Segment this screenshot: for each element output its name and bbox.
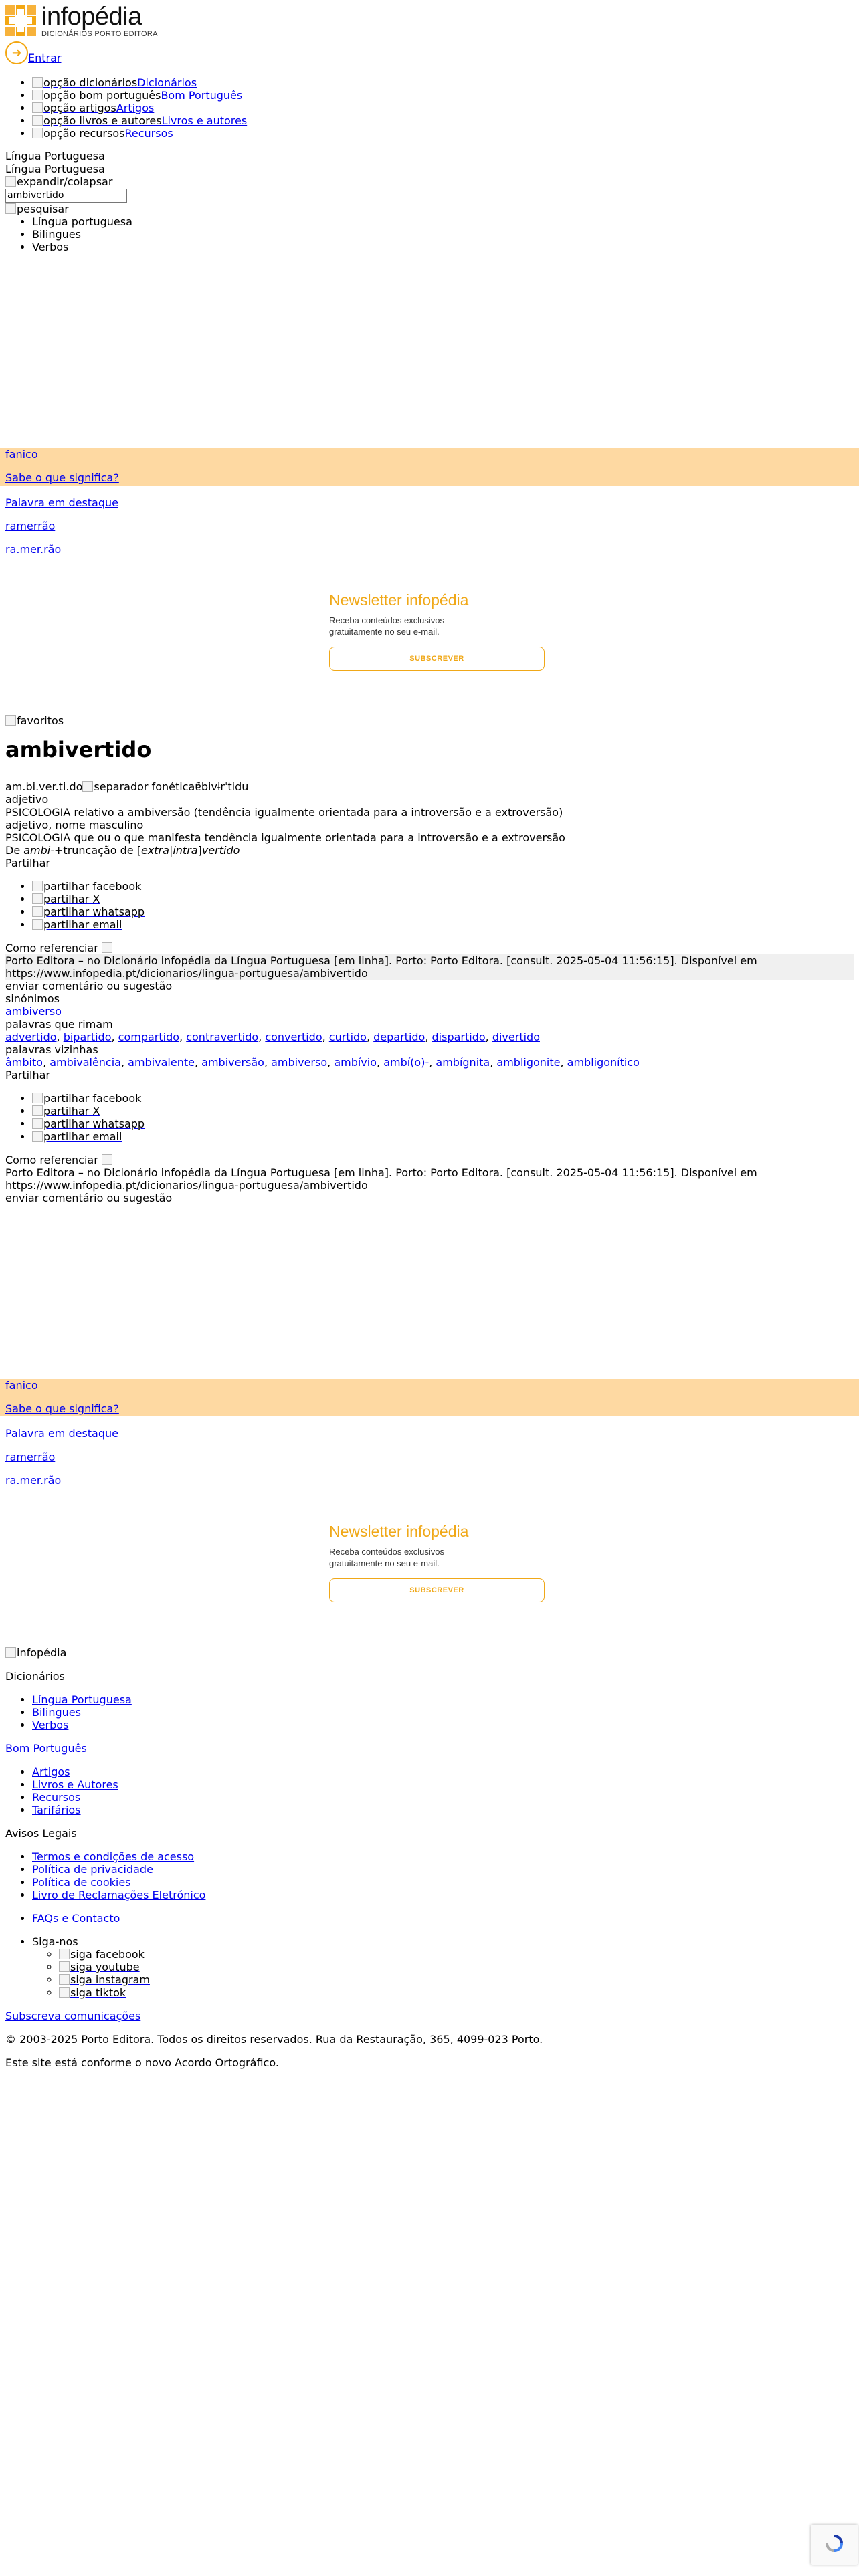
nav-link[interactable] (32, 76, 197, 89)
logo-name: infopédia (41, 2, 142, 31)
featured-syllables-link[interactable]: ra.mer.rão (5, 1474, 62, 1487)
rhyme-link[interactable]: convertido (265, 1031, 322, 1043)
dictionary-entry (5, 714, 854, 1204)
footer-more-link[interactable]: Tarifários (32, 1804, 81, 1816)
rhyme-link[interactable]: departido (373, 1031, 425, 1043)
word-banner (0, 448, 859, 556)
social-item[interactable] (59, 1973, 854, 1986)
newsletter-box (329, 1522, 550, 1602)
login-link[interactable]: Entrar (28, 51, 62, 64)
neighbor-link[interactable]: ambiversão (201, 1056, 264, 1069)
recaptcha-badge[interactable] (811, 2525, 858, 2565)
rhyme-link[interactable]: curtido (328, 1031, 367, 1043)
newsletter-subscribe-button[interactable]: SUBSCREVER (329, 647, 545, 671)
pos-1: adjetivo (5, 793, 49, 806)
share-icon[interactable]: partilhar whatsapp (32, 905, 145, 918)
footer-item[interactable] (32, 1765, 854, 1778)
cite-block (5, 1154, 854, 1166)
nav-option-icon: opção dicionários (32, 76, 137, 89)
share-item[interactable] (32, 1130, 854, 1143)
newsletter-box (329, 591, 550, 671)
neighbor-link[interactable]: âmbito (5, 1056, 43, 1069)
follow-label: Siga-nos (32, 1935, 78, 1948)
neighbor-link[interactable]: ambiverso (271, 1056, 328, 1069)
share-item[interactable] (32, 1117, 854, 1130)
etymology-prefix: De (5, 844, 24, 857)
headword: ambivertido (5, 737, 152, 762)
share-link[interactable] (32, 1117, 145, 1130)
footer-item[interactable] (32, 1850, 854, 1863)
footer-more-link[interactable]: Livros e Autores (32, 1778, 118, 1791)
footer-item[interactable] (32, 1863, 854, 1876)
share-icon[interactable]: partilhar email (32, 1130, 122, 1143)
footer-item[interactable] (32, 1693, 854, 1706)
rhyme-link[interactable]: divertido (492, 1031, 540, 1043)
favorites-icon[interactable]: favoritos (5, 714, 64, 727)
social-icon[interactable]: siga facebook (59, 1948, 145, 1961)
share-icon[interactable]: partilhar facebook (32, 880, 141, 893)
neighbors-list: âmbito, ambivalência, ambivalente, ambiversão, ambiverso, ambívio, ambí(o)-, ambígnita, ambligonite, ambligonítico (5, 1056, 640, 1069)
share-item[interactable] (32, 1092, 854, 1105)
share-link[interactable] (32, 1105, 100, 1117)
neighbor-link[interactable]: ambligonítico (567, 1056, 640, 1069)
newsletter-title: Newsletter infopédia (329, 1523, 469, 1540)
share-item[interactable] (32, 918, 854, 931)
footer-legal-link[interactable]: Política de privacidade (32, 1863, 153, 1876)
share-link[interactable] (32, 880, 141, 893)
nav-option-icon: opção artigos (32, 102, 116, 114)
footer-copyright: © 2003-2025 Porto Editora. Todos os direitos reservados. Rua da Restauração, 365, 4099-023 Porto. (5, 2033, 543, 2046)
synonym-link[interactable]: ambiverso (5, 1005, 62, 1018)
footer-item[interactable] (32, 1876, 854, 1889)
featured-label-link[interactable]: Palavra em destaque (5, 1427, 118, 1440)
neighbor-link[interactable]: ambivalente (128, 1056, 195, 1069)
newsletter-subscribe-button[interactable]: SUBSCREVER (329, 1578, 545, 1602)
nav-item[interactable] (32, 89, 848, 102)
neighbor-link[interactable]: ambívio (334, 1056, 377, 1069)
footer-more-link[interactable]: Recursos (32, 1791, 81, 1804)
rhymes-label: palavras que rimam (5, 1018, 113, 1031)
nav-label: Artigos (116, 102, 155, 114)
banner-word-link[interactable]: fanico (5, 448, 38, 461)
dictionary-option[interactable]: • Língua portuguesa (32, 215, 848, 228)
search-area (5, 150, 848, 253)
newsletter-text: Receba conteúdos exclusivos gratuitamente no seu e-mail. (329, 615, 444, 637)
footer-subscribe-link[interactable]: Subscreva comunicações (5, 2010, 141, 2022)
share-link[interactable] (32, 918, 122, 931)
synonyms-label: sinónimos (5, 992, 60, 1005)
dictionary-selected[interactable]: Língua Portuguesa (5, 150, 105, 163)
social-item[interactable] (59, 1986, 854, 1999)
nav-link[interactable] (32, 127, 173, 140)
featured-label-link[interactable]: Palavra em destaque (5, 496, 118, 509)
social-icon[interactable]: siga tiktok (59, 1986, 126, 1999)
logo-subtitle: DICIONÁRIOS PORTO EDITORA (41, 29, 158, 38)
login-icon[interactable]: ➜ (5, 41, 28, 64)
etymology-part: vertido (201, 844, 240, 857)
footer-legal-title: Avisos Legais (5, 1827, 77, 1840)
cite-label: Como referenciar (5, 942, 98, 954)
neighbor-link[interactable]: ambígnita (436, 1056, 490, 1069)
share-icon[interactable]: partilhar facebook (32, 1092, 141, 1105)
social-link[interactable] (59, 1961, 140, 1973)
rhyme-link[interactable]: compartido (118, 1031, 180, 1043)
nav-label: Livros e autores (161, 114, 248, 127)
footer-item[interactable] (32, 1791, 854, 1804)
footer-faq-link[interactable]: FAQs e Contacto (32, 1912, 120, 1925)
synonyms-list (5, 1005, 854, 1018)
definition-2: PSICOLOGIA que ou o que manifesta tendência igualmente orientada para a introversão e a extroversão (5, 831, 565, 844)
footer-item[interactable] (32, 1804, 854, 1816)
expand-icon[interactable]: expandir/colapsar (5, 175, 112, 188)
share-icon[interactable]: partilhar whatsapp (32, 1117, 145, 1130)
cite-label: Como referenciar (5, 1154, 98, 1166)
footer-dict-link[interactable]: Língua Portuguesa (32, 1693, 132, 1706)
neighbor-link[interactable]: ambligonite (496, 1056, 561, 1069)
share-item[interactable] (32, 880, 854, 893)
share-item[interactable] (32, 905, 854, 918)
footer-dict-link[interactable]: Verbos (32, 1719, 69, 1731)
footer-dict-link[interactable]: Bilingues (32, 1706, 81, 1719)
dictionary-option[interactable]: • Bilingues (32, 228, 848, 241)
nav-item[interactable] (32, 114, 848, 127)
footer-more-link[interactable]: Artigos (32, 1765, 70, 1778)
footer-legal-link[interactable]: Política de cookies (32, 1876, 131, 1889)
etymology-close: ] (197, 844, 202, 857)
share-link[interactable] (32, 1092, 141, 1105)
nav-link[interactable] (32, 114, 247, 127)
neighbor-link[interactable]: ambí(o)- (383, 1056, 430, 1069)
cite-text: Porto Editora – no Dicionário infopédia da Língua Portuguesa [em linha]. Porto: Porto Editora. [consult. 2025-05-04 11:56:15]. Disponível em https://www.infopedia.pt/dicionarios/lingua-portuguesa/ambivertido (5, 1166, 757, 1192)
footer-item[interactable] (32, 1706, 854, 1719)
featured-word-link[interactable]: ramerrão (5, 520, 56, 532)
footer-legal-link[interactable]: Livro de Reclamações Eletrónico (32, 1889, 206, 1901)
comment-link[interactable]: enviar comentário ou sugestão (5, 980, 173, 992)
copy-icon[interactable] (102, 1154, 113, 1166)
share-icon[interactable]: partilhar X (32, 1105, 100, 1117)
banner-word-link[interactable]: fanico (5, 1379, 38, 1392)
rhymes-list: advertido, bipartido, compartido, contravertido, convertido, curtido, departido, dispartido, divertido (5, 1031, 540, 1043)
share-link[interactable] (32, 893, 100, 905)
nav-label: Recursos (124, 127, 173, 140)
etymology-mid: +truncação de [ (54, 844, 141, 857)
social-item[interactable] (59, 1948, 854, 1961)
share-icon[interactable]: partilhar email (32, 918, 122, 931)
search-icon[interactable]: pesquisar (5, 203, 69, 215)
nav-option-icon: opção bom português (32, 89, 161, 102)
share-item[interactable] (32, 893, 854, 905)
nav-item[interactable] (32, 76, 848, 89)
share-label: Partilhar (5, 1069, 50, 1081)
footer-dict-title: Dicionários (5, 1670, 65, 1683)
social-icon[interactable]: siga youtube (59, 1961, 140, 1973)
social-link[interactable] (59, 1986, 126, 1999)
comment-link[interactable]: enviar comentário ou sugestão (5, 1192, 173, 1204)
rhyme-link[interactable]: contravertido (186, 1031, 259, 1043)
dictionary-label: Língua Portuguesa (5, 163, 105, 175)
nav-label: Dicionários (137, 76, 197, 89)
recaptcha-icon (825, 2534, 844, 2553)
footer-legal-link[interactable]: Termos e condições de acesso (32, 1850, 195, 1863)
social-link[interactable] (59, 1973, 150, 1986)
social-icon[interactable]: siga instagram (59, 1973, 150, 1986)
nav-item[interactable] (32, 127, 848, 140)
social-item[interactable] (59, 1961, 854, 1973)
cite-block (5, 942, 854, 954)
featured-word-link[interactable]: ramerrão (5, 1451, 56, 1463)
nav-link[interactable] (32, 89, 242, 102)
pronunciation (5, 780, 854, 793)
phonetic-separator-icon: separador fonética (82, 780, 195, 793)
etymology (5, 844, 854, 857)
footer-item[interactable] (32, 1889, 854, 1901)
social-link[interactable] (59, 1948, 145, 1961)
syllables: am.bi.ver.ti.do (5, 780, 83, 793)
logo-mark-icon (5, 5, 36, 36)
banner-question-link[interactable]: Sabe o que significa? (5, 1402, 119, 1415)
site-logo[interactable] (5, 4, 158, 37)
etymology-part: extra|intra (140, 844, 198, 857)
newsletter-title: Newsletter infopédia (329, 591, 469, 609)
search-input[interactable] (5, 189, 127, 203)
cite-text: Porto Editora – no Dicionário infopédia da Língua Portuguesa [em linha]. Porto: Porto Editora. [consult. 2025-05-04 11:56:15]. Disponível em https://www.infopedia.pt/dicionarios/lingua-portuguesa/ambivertido (5, 954, 854, 980)
footer-logo[interactable]: infopédia (5, 1646, 66, 1659)
nav-option-icon: opção recursos (32, 127, 124, 140)
etymology-part: ambi- (23, 844, 55, 857)
newsletter-text: Receba conteúdos exclusivos gratuitamente no seu e-mail. (329, 1547, 444, 1568)
featured-syllables-link[interactable]: ra.mer.rão (5, 543, 62, 556)
pos-2: adjetivo, nome masculino (5, 819, 144, 831)
main-nav (5, 76, 848, 140)
share-label: Partilhar (5, 857, 50, 869)
footer-item[interactable] (32, 1719, 854, 1731)
rhyme-link[interactable]: dispartido (432, 1031, 486, 1043)
definition-1: PSICOLOGIA relativo a ambiversão (tendência igualmente orientada para a introversão e a extroversão) (5, 806, 563, 819)
neighbor-link[interactable]: ambivalência (50, 1056, 121, 1069)
neighbors-label: palavras vizinhas (5, 1043, 98, 1056)
login[interactable] (5, 41, 61, 64)
share-item[interactable] (32, 1105, 854, 1117)
rhyme-link[interactable]: bipartido (63, 1031, 112, 1043)
banner-question-link[interactable]: Sabe o que significa? (5, 471, 119, 484)
word-banner (0, 1379, 859, 1487)
site-footer (5, 1646, 854, 2069)
rhyme-link[interactable]: advertido (5, 1031, 57, 1043)
nav-item[interactable] (32, 102, 848, 114)
footer-item[interactable] (32, 1778, 854, 1791)
nav-link[interactable] (32, 102, 154, 114)
footer-bom-portugues[interactable]: Bom Português (5, 1742, 87, 1755)
nav-label: Bom Português (161, 89, 243, 102)
share-icon[interactable]: partilhar X (32, 893, 100, 905)
share-link[interactable] (32, 905, 145, 918)
footer-agreement: Este site está conforme o novo Acordo Ortográfico. (5, 2056, 279, 2069)
copy-icon[interactable] (102, 942, 113, 954)
phonetic: ɐ̃bivɨrˈtidu (195, 780, 249, 793)
nav-option-icon: opção livros e autores (32, 114, 162, 127)
dictionary-option[interactable]: • Verbos (32, 241, 848, 253)
share-link[interactable] (32, 1130, 122, 1143)
